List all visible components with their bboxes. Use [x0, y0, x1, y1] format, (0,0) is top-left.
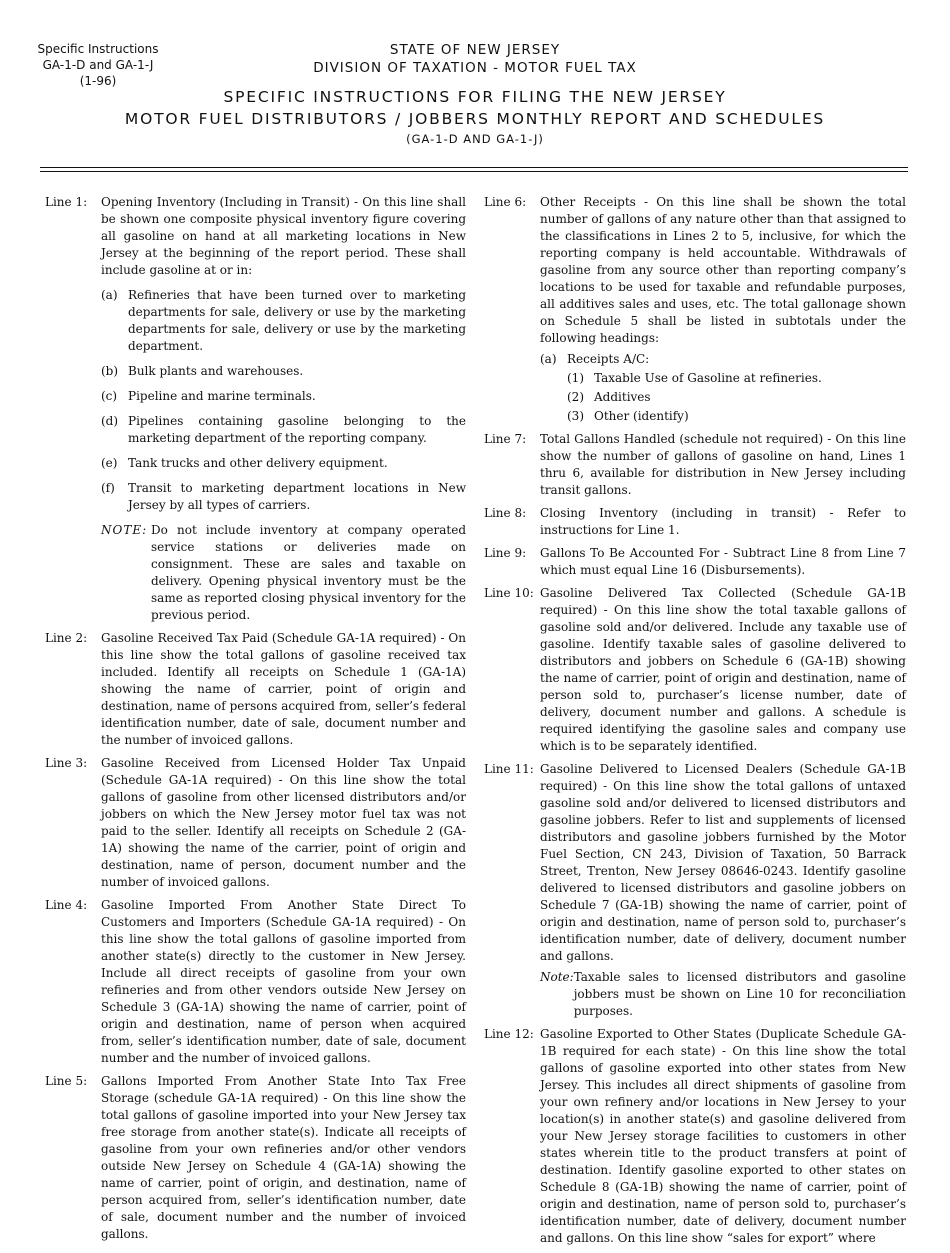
form-subtitle: (GA-1-D AND GA-1-J)	[406, 132, 544, 146]
list-item: (d) Pipelines containing gasoline belonging to the marketing department of the reporting company.	[101, 414, 466, 445]
line-text: Gallons To Be Accounted For - Subtract Line 8 from Line 7 which must equal Line 16 (Disbursements).	[540, 546, 906, 577]
line-label: Line 2:	[45, 631, 88, 645]
line-text: Gasoline Received Tax Paid (Schedule GA-1A required) - On this line show the total gallons of gasoline received tax included. Identify all receipts on Schedule 1 (GA-1A) showing the name of carrier, point of origin and destination, name of persons acquired from, seller’s federal identification number, date of sale, document number and the number of invoiced gallons.	[101, 631, 466, 747]
line-label: Line 10:	[484, 586, 534, 600]
instruction-line-12	[484, 1026, 906, 1247]
division-heading: DIVISION OF TAXATION - MOTOR FUEL TAX	[313, 60, 637, 76]
left-column	[45, 194, 466, 1249]
form-id-line-2: GA-1-D and GA-1-J	[42, 58, 154, 72]
instruction-line-3	[45, 755, 466, 891]
line-label: Line 11:	[484, 762, 534, 776]
form-id-line-1: Specific Instructions	[37, 42, 159, 56]
list-item: (e) Tank trucks and other delivery equipment.	[101, 456, 388, 470]
instruction-line-2	[45, 630, 466, 749]
note-text: Do not include inventory at company operated service stations or deliveries made on consignment. These are sales and taxable on delivery. Opening physical inventory must be the same as reported closing physical inventory for the previous period.	[151, 523, 466, 622]
note	[540, 969, 906, 1020]
note	[101, 522, 466, 624]
line-text: Gasoline Delivered to Licensed Dealers (Schedule GA-1B required) - On this line show the total gallons of untaxed gasoline sold and/or delivered to licensed distributors and gasoline jobbers. Refer to list and supplements of licensed distributors and gasoline jobbers furnished by the Motor Fuel Section, CN 243, Division of Taxation, 50 Barrack Street, Trenton, New Jersey 08646-0243. Identify gasoline delivered to licensed distributors and gasoline jobbers on Schedule 7 (GA-1B) showing the name of carrier, point of origin and destination, name of person sold to, purchaser’s identification number, date of delivery, document number and gallons.	[540, 762, 906, 963]
state-heading: STATE OF NEW JERSEY	[389, 42, 561, 58]
line-text: Closing Inventory (including in transit) - Refer to instructions for Line 1.	[540, 506, 906, 537]
sub-list-item: (1) Taxable Use of Gasoline at refineries.	[567, 371, 822, 385]
sub-list-item: (2) Additives	[567, 390, 651, 404]
sub-list-item: (3) Other (identify)	[567, 409, 689, 423]
instruction-line-7	[484, 431, 906, 499]
line-label: Line 1:	[45, 195, 88, 209]
line-label: Line 3:	[45, 756, 88, 770]
title-line-1: SPECIFIC INSTRUCTIONS FOR FILING THE NEW JERSEY	[223, 88, 727, 106]
line-text: Total Gallons Handled (schedule not required) - On this line show the number of gallons of gasoline on hand, Lines 1 thru 6, available for distribution in New Jersey including transit gallons.	[540, 432, 906, 497]
note-label: Note:	[540, 970, 574, 984]
instruction-line-10	[484, 585, 906, 755]
line-label: Line 5:	[45, 1074, 88, 1088]
line-label: Line 4:	[45, 898, 88, 912]
line-text: Gasoline Exported to Other States (Duplicate Schedule GA-1B required for each state) - On this line show the total gallons of gasoline exported into other states from New Jersey. This includes all direct shipments of gasoline from your own refinery and/or locations in New Jersey to your location(s) in another state(s) and gasoline delivered from your New Jersey storage facilities to customers in other states wherein title to the product transfers at point of destination. Identify gasoline exported to other states on Schedule 8 (GA-1B) showing the name of carrier, point of origin and destination, name of person sold to, purchaser’s identification number, date of delivery, document number and gallons. On this line show “sales for export” where	[540, 1027, 906, 1245]
note-label: NOTE:	[101, 523, 148, 537]
line-text: Gasoline Imported From Another State Direct To Customers and Importers (Schedule GA-1A required) - On this line show the total gallons of gasoline imported from another state(s) directly to the customer in New Jersey. Include all direct receipts of gasoline from your own refineries and from other vendors outside New Jersey on Schedule 3 (GA-1A) showing the name of carrier, point of origin and destination, name of person when acquired from, seller’s identification number, date of sale, document number and the number of invoiced gallons.	[101, 898, 466, 1065]
line-label: Line 12:	[484, 1027, 534, 1041]
line-label: Line 9:	[484, 546, 527, 560]
title-line-2: MOTOR FUEL DISTRIBUTORS / JOBBERS MONTHLY REPORT AND SCHEDULES	[124, 110, 826, 128]
list-item: (a) Refineries that have been turned over to marketing departments for sale, delivery or use by the marketing departments for sale, delivery or use by the marketing department.	[101, 288, 466, 353]
line-text: Gallons Imported From Another State Into Tax Free Storage (schedule GA-1A required) - On this line show the total gallons of gasoline imported into your New Jersey tax free storage from another state(s). Indicate all receipts of gasoline from your own refineries and/or other vendors outside New Jersey on Schedule 4 (GA-1A) showing the name of carrier, point of origin, and destination, name of person acquired from, seller’s identification number, date of sale, document number and the number of invoiced gallons.	[101, 1074, 466, 1241]
line-text: Opening Inventory (Including in Transit) - On this line shall be shown one composite physical inventory figure covering all gasoline on hand at all marketing locations in New Jersey at the beginning of the report period. These shall include gasoline at or in:	[101, 195, 466, 277]
instruction-line-1	[45, 194, 466, 624]
line-label: Line 6:	[484, 195, 527, 209]
line-label: Line 7:	[484, 432, 527, 446]
form-revision-date: (1-96)	[79, 74, 117, 88]
header-rule-bottom	[40, 171, 908, 172]
instruction-line-4	[45, 897, 466, 1067]
instruction-line-11	[484, 761, 906, 1020]
instruction-line-5	[45, 1073, 466, 1243]
line-text: Gasoline Received from Licensed Holder Tax Unpaid (Schedule GA-1A required) - On this line show the total gallons of gasoline from other licensed distributors and/or jobbers on which the New Jersey motor fuel tax was not paid to the seller. Identify all receipts on Schedule 2 (GA-1A) showing the name of the carrier, point of origin and destination, name of person, document number and the number of invoiced gallons.	[101, 756, 466, 889]
list-item: (c) Pipeline and marine terminals.	[101, 389, 316, 403]
instruction-line-6	[484, 194, 906, 425]
list-item: (f) Transit to marketing department locations in New Jersey by all types of carriers.	[101, 481, 466, 512]
document-header	[0, 41, 950, 147]
line-label: Line 8:	[484, 506, 527, 520]
right-column	[484, 194, 906, 1253]
line-text: Gasoline Delivered Tax Collected (Schedule GA-1B required) - On this line show the total taxable gallons of gasoline sold and/or delivered. Include any taxable use of gasoline. Identify taxable sales of gasoline delivered to distributors and jobbers on Schedule 6 (GA-1B) showing the name of carrier, point of origin and destination, name of person sold to, purchaser’s license number, date of delivery, document number and gallons. A schedule is required identifying the gasoline sales and company use which is to be separately identified.	[540, 586, 906, 753]
header-rule-top	[40, 167, 908, 168]
list-item: (b) Bulk plants and warehouses.	[101, 364, 304, 378]
list-item: (a) Receipts A/C:	[540, 352, 650, 366]
note-text: Taxable sales to licensed distributors and gasoline jobbers must be shown on Line 10 for reconciliation purposes.	[573, 970, 906, 1018]
instruction-line-8	[484, 505, 906, 539]
instruction-line-9	[484, 545, 906, 579]
line-text: Other Receipts - On this line shall be shown the total number of gallons of any nature other than that assigned to the classifications in Lines 2 to 5, inclusive, for which the reporting company is held accountable. Withdrawals of gasoline from any source other than reporting company’s locations to be used for taxable and refundable purposes, all additives sales and uses, etc. The total gallonage shown on Schedule 5 shall be listed in subtotals under the following headings:	[540, 195, 906, 345]
